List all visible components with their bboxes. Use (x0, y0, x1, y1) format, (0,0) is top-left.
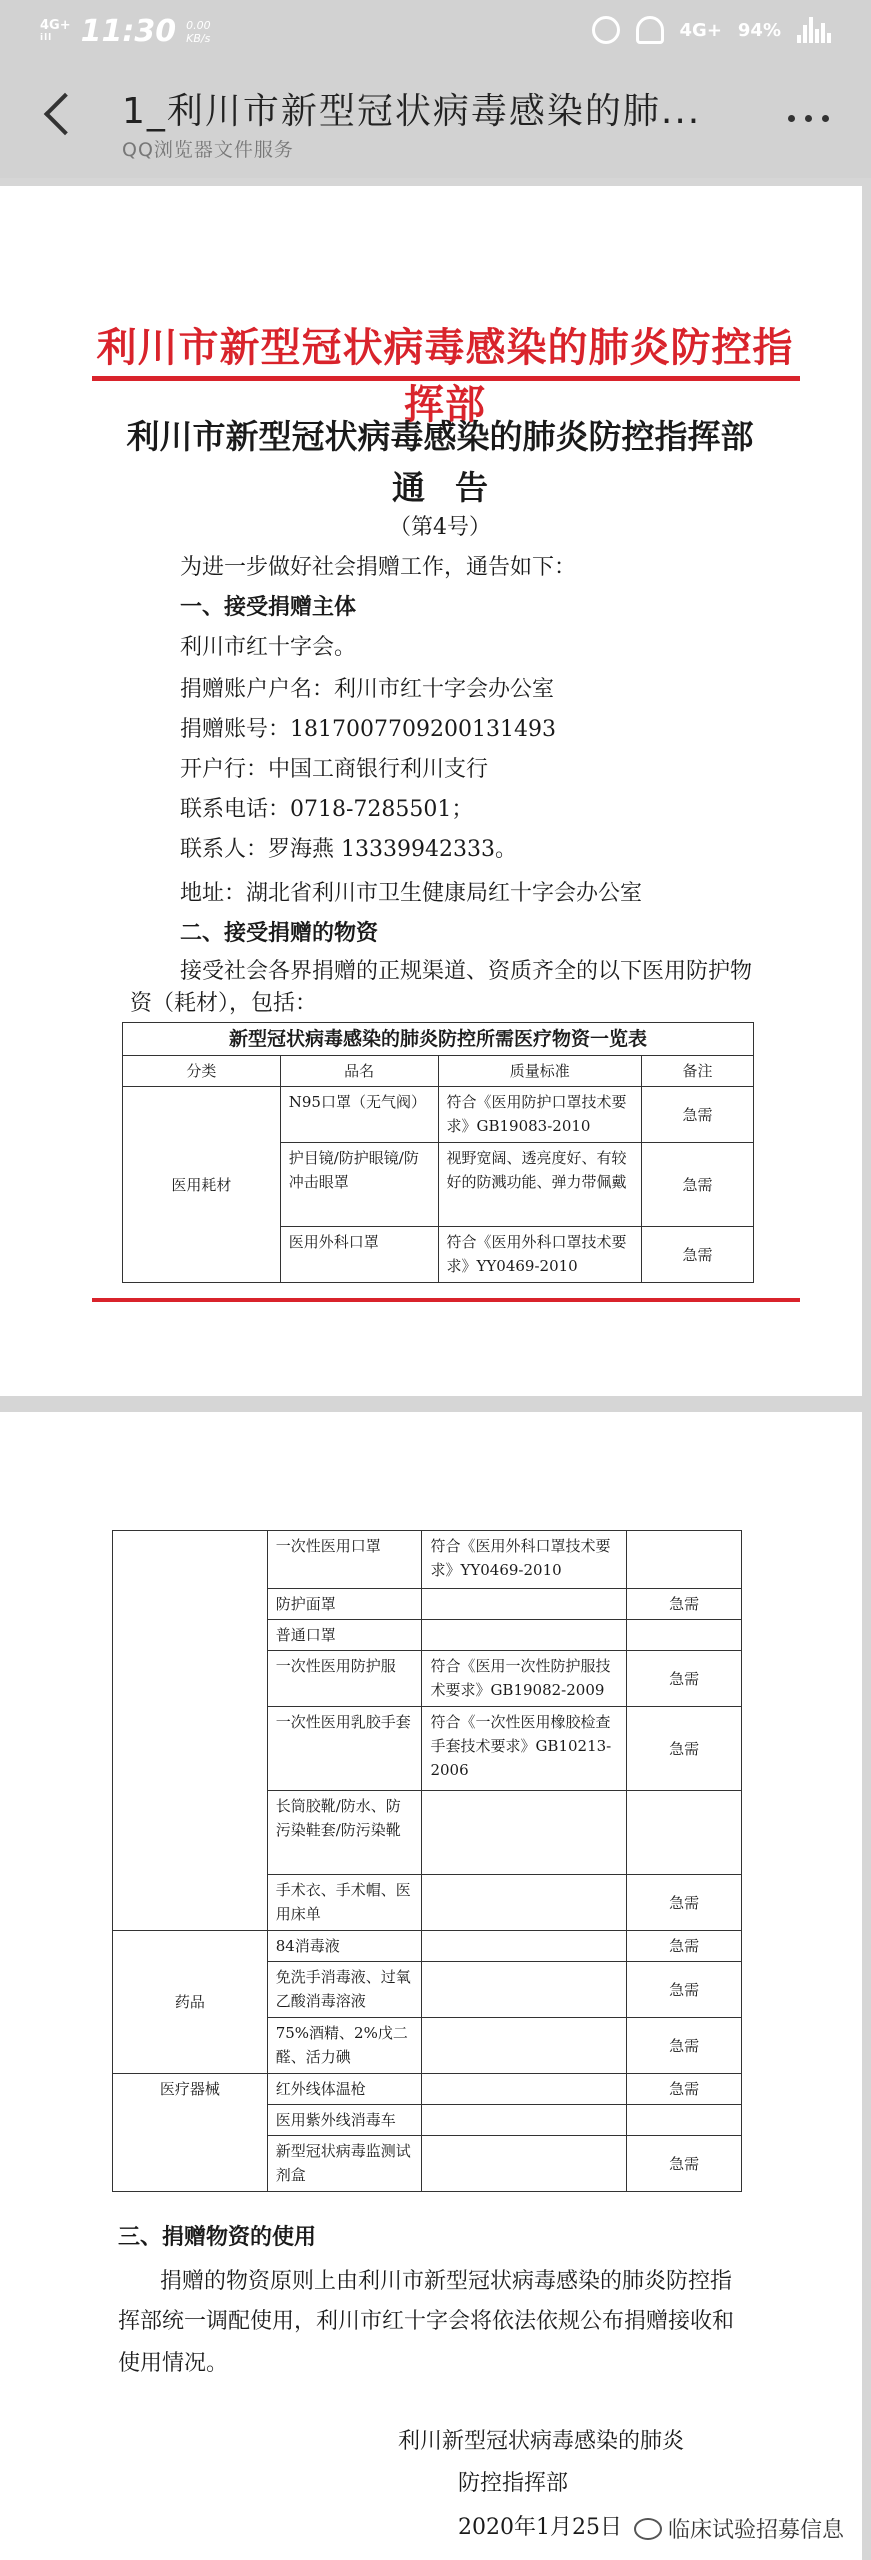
speed-value: 0.00 (186, 18, 211, 32)
alarm-icon (592, 16, 620, 44)
note-cell: 急需 (627, 1962, 742, 2018)
clock: 11:30 (80, 14, 177, 49)
standard-cell: 符合《一次性医用橡胶检查手套技术要求》GB10213-2006 (422, 1707, 627, 1791)
standard-cell: 符合《医用防护口罩技术要求》GB19083-2010 (438, 1087, 642, 1143)
note-cell: 急需 (627, 2136, 742, 2192)
red-header-banner: 利川市新型冠状病毒感染的肺炎防控指挥部 (96, 324, 794, 428)
phone-text: 联系电话：0718-7285501； (180, 797, 474, 822)
back-arrow-icon[interactable] (44, 93, 86, 135)
standard-cell (422, 1589, 627, 1620)
category-cell: 药品 (113, 1931, 268, 2074)
body-line-2: 挥部统一调配使用，利川市红十字会将依法依规公布捐赠接收和 (118, 2309, 735, 2334)
item-name-cell: 84消毒液 (267, 1931, 422, 1962)
standard-cell (422, 2018, 627, 2074)
speed-unit: KB/s (186, 31, 211, 45)
note-cell: 急需 (627, 2018, 742, 2074)
item-name-cell: 医用外科口罩 (280, 1227, 438, 1283)
note-cell: 急需 (627, 1931, 742, 1962)
address-text: 地址：湖北省利川市卫生健康局红十字会办公室 (180, 881, 643, 906)
paragraph-line-1: 接受社会各界捐赠的正规渠道、资质齐全的以下医用防护物 (180, 959, 753, 984)
body-line-1: 捐赠的物资原则上由利川市新型冠状病毒感染的肺炎防控指 (160, 2269, 733, 2294)
category-cell: 医用耗材 (123, 1087, 281, 1283)
standard-cell (422, 1931, 627, 1962)
network-type: 4G+ (40, 17, 71, 33)
item-name-cell: 一次性医用乳胶手套 (267, 1707, 422, 1791)
supplies-table-page-2 (112, 1530, 742, 2192)
intro-text: 为进一步做好社会捐赠工作，通告如下： (180, 555, 577, 580)
item-name-cell: 防护面罩 (267, 1589, 422, 1620)
notice-org-title: 利川市新型冠状病毒感染的肺炎防控指挥部 (126, 417, 754, 456)
table-row (113, 1931, 742, 1962)
document-title: 1_利川市新型冠状病毒感染的肺... (122, 91, 702, 132)
item-name-cell: N95口罩（无气阀） (280, 1087, 438, 1143)
standard-cell (422, 1875, 627, 1931)
status-bar (0, 0, 871, 65)
standard-cell (422, 2105, 627, 2136)
network-type-right: 4G+ (679, 19, 722, 41)
account-number-text: 捐赠账号：1817007709200131493 (180, 717, 556, 742)
mute-bell-icon (636, 16, 664, 44)
standard-cell (422, 1620, 627, 1651)
note-cell (627, 1791, 742, 1875)
note-cell: 急需 (627, 1589, 742, 1620)
note-cell (627, 1620, 742, 1651)
signal-bars: ill (40, 32, 53, 43)
section-3-heading: 三、捐赠物资的使用 (118, 2225, 317, 2250)
footer-red-rule (92, 1298, 800, 1302)
note-cell: 急需 (627, 2074, 742, 2105)
watermark-text: 临床试验招募信息 (667, 2518, 844, 2543)
supplies-table-page-1 (122, 1022, 754, 1283)
item-name-cell: 免洗手消毒液、过氧乙酸消毒溶液 (267, 1962, 422, 2018)
standard-cell (422, 2136, 627, 2192)
standard-cell (422, 1962, 627, 2018)
recipient-text: 利川市红十字会。 (180, 635, 357, 660)
item-name-cell: 新型冠状病毒监测试剂盒 (267, 2136, 422, 2192)
body-line-3: 使用情况。 (118, 2351, 229, 2376)
header-red-rule (92, 376, 800, 381)
wechat-icon (634, 2518, 662, 2540)
signature-line-1: 利川新型冠状病毒感染的肺炎 (398, 2429, 685, 2454)
network-indicator (40, 19, 71, 45)
signature-line-2: 防控指挥部 (458, 2471, 569, 2496)
document-source: QQ浏览器文件服务 (122, 139, 294, 161)
battery-level: 94% (737, 19, 781, 41)
issue-date: 2020年1月25日 (458, 2515, 622, 2540)
standard-cell: 符合《医用外科口罩技术要求》YY0469-2010 (422, 1531, 627, 1589)
table-row (113, 2074, 742, 2105)
standard-cell: 视野宽阔、透亮度好、有较好的防溅功能、弹力带佩戴 (438, 1143, 642, 1227)
item-name-cell: 75%酒精、2%戊二醛、活力碘 (267, 2018, 422, 2074)
note-cell (627, 1531, 742, 1589)
item-name-cell: 一次性医用口罩 (267, 1531, 422, 1589)
column-header: 质量标准 (438, 1056, 642, 1087)
note-cell: 急需 (627, 1707, 742, 1791)
item-name-cell: 一次性医用防护服 (267, 1651, 422, 1707)
audio-wave-icon (797, 17, 831, 43)
note-cell: 急需 (627, 1651, 742, 1707)
document-page-1 (0, 186, 862, 1396)
note-cell: 急需 (627, 1875, 742, 1931)
note-cell (627, 2105, 742, 2136)
section-1-heading: 一、接受捐赠主体 (180, 595, 357, 620)
notice-heading: 通告 (392, 468, 518, 507)
table-row (123, 1087, 754, 1143)
network-speed (186, 19, 211, 45)
contact-text: 联系人：罗海燕 13339942333。 (180, 837, 517, 862)
paragraph-line-2: 资（耗材），包括： (130, 991, 318, 1016)
more-options-icon[interactable] (788, 115, 829, 122)
note-cell: 急需 (642, 1143, 754, 1227)
notice-number: （第4号） (389, 515, 491, 540)
account-name-text: 捐赠账户户名：利川市红十字会办公室 (180, 677, 555, 702)
item-name-cell: 医用紫外线消毒车 (267, 2105, 422, 2136)
standard-cell: 符合《医用外科口罩技术要求》YY0469-2010 (438, 1227, 642, 1283)
column-header: 备注 (642, 1056, 754, 1087)
title-bar (0, 65, 871, 178)
category-cell: 医疗器械 (113, 2074, 268, 2192)
item-name-cell: 护目镜/防护眼镜/防冲击眼罩 (280, 1143, 438, 1227)
category-cell (113, 1531, 268, 1931)
standard-cell (422, 2074, 627, 2105)
document-page-2 (0, 1412, 862, 2560)
item-name-cell: 手术衣、手术帽、医用床单 (267, 1875, 422, 1931)
item-name-cell: 长筒胶靴/防水、防污染鞋套/防污染靴 (267, 1791, 422, 1875)
standard-cell: 符合《医用一次性防护服技术要求》GB19082-2009 (422, 1651, 627, 1707)
note-cell: 急需 (642, 1227, 754, 1283)
section-2-heading: 二、接受捐赠的物资 (180, 921, 379, 946)
table-row (113, 1531, 742, 1589)
table-caption: 新型冠状病毒感染的肺炎防控所需医疗物资一览表 (123, 1023, 754, 1056)
column-header: 分类 (123, 1056, 281, 1087)
note-cell: 急需 (642, 1087, 754, 1143)
standard-cell (422, 1791, 627, 1875)
column-header: 品名 (280, 1056, 438, 1087)
item-name-cell: 红外线体温枪 (267, 2074, 422, 2105)
bank-text: 开户行：中国工商银行利川支行 (180, 757, 489, 782)
wechat-watermark (634, 2513, 844, 2544)
item-name-cell: 普通口罩 (267, 1620, 422, 1651)
